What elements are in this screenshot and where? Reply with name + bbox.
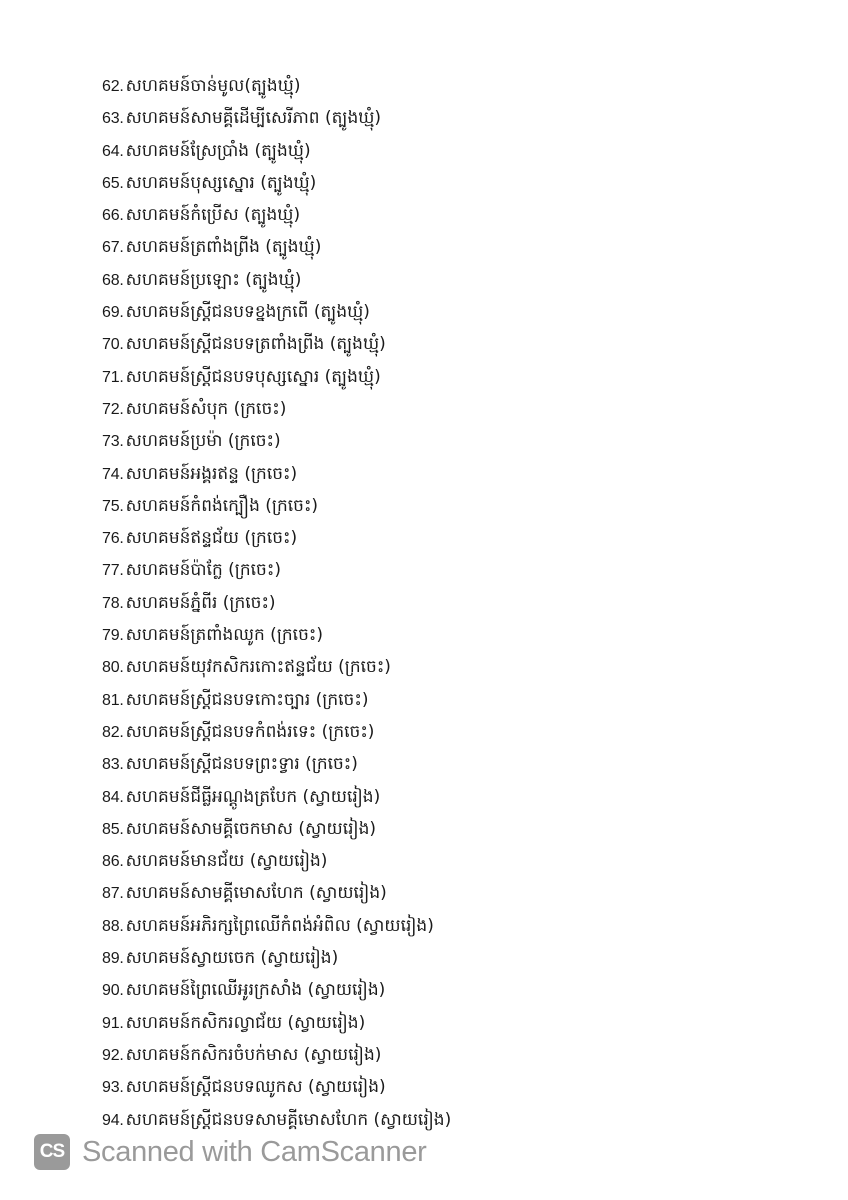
list-item	[102, 522, 451, 554]
list-item	[102, 361, 451, 393]
list-item-number: 89.	[102, 950, 124, 968]
list-item-number: 77.	[102, 562, 124, 580]
list-item-number: 83.	[102, 756, 124, 774]
camscanner-watermark	[34, 1133, 427, 1171]
list-item-number: 72.	[102, 400, 124, 418]
list-item	[102, 199, 451, 231]
list-item-number: 65.	[102, 174, 124, 192]
list-item-number: 66.	[102, 207, 124, 225]
list-item	[102, 425, 451, 457]
list-item-number: 64.	[102, 142, 124, 160]
list-item-name: សហគមន៍អង្គរឥន្ទ (ក្រចេះ)	[125, 463, 298, 484]
list-item	[102, 264, 451, 296]
list-item	[102, 135, 451, 167]
list-item-name: សហគមន៍ប្រម៉ា (ក្រចេះ)	[125, 431, 281, 452]
list-item-name: សហគមន៍ស្ត្រីជនបទកំពង់រទេះ (ក្រចេះ)	[125, 721, 375, 742]
list-item-name: សហគមន៍សាមគ្គីចេកមាស (ស្វាយរៀង)	[125, 818, 376, 839]
list-item-number: 71.	[102, 368, 124, 386]
list-item-name: សហគមន៍សាមគ្គីដើម្បីសេរីភាព (ត្បូងឃ្មុំ)	[125, 108, 382, 129]
list-item-name: សហគមន៍ស្ត្រីជនបទបុស្សស្នោរ (ត្បូងឃ្មុំ)	[125, 366, 381, 387]
list-item	[102, 684, 451, 716]
list-item-number: 78.	[102, 594, 124, 612]
list-item-name: សហគមន៍ស្វាយចេក (ស្វាយរៀង)	[125, 948, 339, 969]
list-item	[102, 942, 451, 974]
list-item	[102, 877, 451, 909]
list-item-number: 90.	[102, 982, 124, 1000]
list-item	[102, 1104, 451, 1136]
list-item-name: សហគមន៍អភិរក្សព្រៃឈើកំពង់អំពិល (ស្វាយរៀង)	[125, 915, 434, 936]
list-item-name: សហគមន៍ស្រែប្រាំង (ត្បូងឃ្មុំ)	[125, 140, 311, 161]
list-item	[102, 651, 451, 683]
list-item-number: 79.	[102, 627, 124, 645]
list-item	[102, 781, 451, 813]
list-item-number: 87.	[102, 885, 124, 903]
list-item	[102, 587, 451, 619]
list-item-name: សហគមន៍ឥន្ទជ័យ (ក្រចេះ)	[125, 528, 298, 549]
list-item	[102, 231, 451, 263]
list-item-number: 84.	[102, 788, 124, 806]
list-item-number: 70.	[102, 336, 124, 354]
list-item-number: 80.	[102, 659, 124, 677]
list-item-name: សហគមន៍មានជ័យ (ស្វាយរៀង)	[125, 851, 328, 872]
list-item-name: សហគមន៍សំបុក (ក្រចេះ)	[125, 398, 287, 419]
list-item	[102, 1007, 451, 1039]
list-item-number: 73.	[102, 433, 124, 451]
list-item-name: សហគមន៍កសិករចំបក់មាស (ស្វាយរៀង)	[125, 1044, 382, 1065]
list-item-name: សហគមន៍ស្ត្រីជនបទសាមគ្គីមោសហែក (ស្វាយរៀង)	[125, 1109, 452, 1130]
list-item-name: សហគមន៍ជីធ្លីអណ្តូងត្របែក (ស្វាយរៀង)	[125, 786, 381, 807]
list-item-name: សហគមន៍ត្រពាំងឈូក (ក្រចេះ)	[125, 625, 323, 646]
list-item-number: 91.	[102, 1014, 124, 1032]
community-list	[102, 70, 451, 1136]
list-item-name: សហគមន៍កំពង់ក្បឿង (ក្រចេះ)	[125, 495, 319, 516]
list-item-name: សហគមន៍ស្ត្រីជនបទឈូកស (ស្វាយរៀង)	[125, 1077, 386, 1098]
list-item-number: 68.	[102, 271, 124, 289]
list-item-name: សហគមន៍ស្ត្រីជនបទខ្នងក្រពើ (ត្បូងឃ្មុំ)	[125, 302, 370, 323]
list-item	[102, 845, 451, 877]
list-item-number: 88.	[102, 917, 124, 935]
list-item-name: សហគមន៍ស្ត្រីជនបទត្រពាំងព្រីង (ត្បូងឃ្មុំ)	[125, 334, 386, 355]
list-item-name: សហគមន៍ព្រៃឈើអូរក្រសាំង (ស្វាយរៀង)	[125, 980, 386, 1001]
list-item-number: 62.	[102, 78, 124, 95]
list-item	[102, 328, 451, 360]
list-item-name: សហគមន៍ស្ត្រីជនបទកោះច្បារ (ក្រចេះ)	[125, 689, 369, 710]
list-item	[102, 458, 451, 490]
list-item-name: សហគមន៍ប្រឡោះ (ត្បូងឃ្មុំ)	[125, 269, 302, 290]
list-item-name: សហគមន៍ភ្នំពីរ (ក្រចេះ)	[125, 592, 276, 613]
list-item-name: សហគមន៍សាមគ្គីមោសហែក (ស្វាយរៀង)	[125, 883, 387, 904]
list-item-number: 69.	[102, 304, 124, 322]
list-item	[102, 393, 451, 425]
list-item	[102, 813, 451, 845]
list-item	[102, 296, 451, 328]
list-item-name: សហគមន៍យុវកសិករកោះឥន្ទជ័យ (ក្រចេះ)	[125, 657, 391, 678]
list-item-number: 86.	[102, 853, 124, 871]
list-item	[102, 910, 451, 942]
list-item-number: 75.	[102, 497, 124, 515]
list-item	[102, 619, 451, 651]
list-item-name: សហគមន៍កំប្រើស (ត្បូងឃ្មុំ)	[125, 205, 301, 226]
list-item	[102, 716, 451, 748]
list-item-number: 94.	[102, 1111, 124, 1129]
list-item	[102, 102, 451, 134]
list-item	[102, 70, 451, 102]
list-item-name: សហគមន៍ស្ត្រីជនបទព្រះទ្វារ (ក្រចេះ)	[125, 754, 358, 775]
list-item	[102, 490, 451, 522]
list-item	[102, 1071, 451, 1103]
list-item-name: សហគមន៍កសិករល្វាជ័យ (ស្វាយរៀង)	[125, 1012, 366, 1033]
list-item-name: សហគមន៍ត្រពាំងព្រីង (ត្បូងឃ្មុំ)	[125, 237, 322, 258]
camscanner-logo-icon	[34, 1134, 70, 1170]
camscanner-logo-text: CS	[39, 1141, 65, 1162]
list-item-number: 76.	[102, 530, 124, 548]
list-item-number: 85.	[102, 820, 124, 838]
list-item-number: 82.	[102, 723, 124, 741]
list-item-name: សហគមន៍ចាន់មូល(ត្បូងឃ្មុំ)	[125, 76, 301, 96]
list-item	[102, 974, 451, 1006]
list-item	[102, 554, 451, 586]
list-item	[102, 1039, 451, 1071]
list-item	[102, 748, 451, 780]
list-item-number: 67.	[102, 239, 124, 257]
watermark-text: Scanned with CamScanner	[82, 1135, 427, 1168]
list-item-number: 92.	[102, 1046, 124, 1064]
list-item-number: 93.	[102, 1079, 124, 1097]
list-item-name: សហគមន៍បុស្សស្នោរ (ត្បូងឃ្មុំ)	[125, 172, 317, 193]
list-item-number: 63.	[102, 110, 124, 128]
list-item	[102, 167, 451, 199]
list-item-number: 81.	[102, 691, 124, 709]
list-item-name: សហគមន៍ប៉ាក្លែ (ក្រចេះ)	[125, 560, 281, 581]
list-item-number: 74.	[102, 465, 124, 483]
